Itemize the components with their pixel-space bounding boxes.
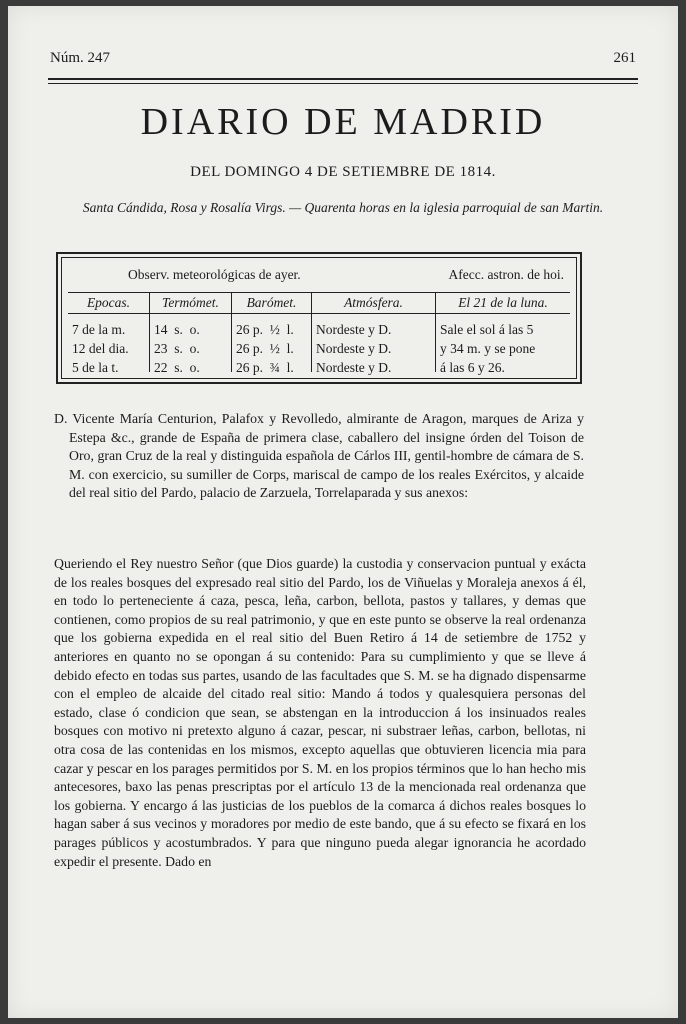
col-luna [436,293,570,375]
column-header: Barómet. [232,293,311,314]
cell: 23 s. o. [154,341,200,356]
cell: Nordeste y D. [316,360,392,375]
newspaper-page [8,6,678,1018]
meteo-heading-left: Observ. meteorológicas de ayer. [128,267,301,282]
cell: 12 del dia. [72,341,129,356]
cell: 5 de la t. [72,360,119,375]
cell: Nordeste y D. [316,322,392,337]
cell: 7 de la m. [72,322,126,337]
cell: y 34 m. y se pone [440,341,536,356]
cell: 26 p. ½ l. [236,322,294,337]
cell: 26 p. ½ l. [236,341,294,356]
column-header: Termómet. [150,293,231,314]
col-atmosfera [312,293,436,375]
issue-number: Núm. 247 [50,50,110,66]
header-rule-thin [48,83,638,84]
decree-body: Queriendo el Rey nuestro Señor (que Dios guarde) la custodia y conservacion puntual y exácta de los reales bosques del expresado real sitio del Pardo, los de Viñuelas y Moraleja anexos á él, en todo lo perteneciente á caza, pesca, leña, carbon, bellota, pastos y tallares, y demas que contienen, como propios de su real patrimonio, y que en este punto se observe la real ordenanza que los gobierna expedida en el real sitio del Buen Retiro á 14 de setiembre de 1752 y anteriores en quanto no se opongan á su contenido: Para su cumplimiento y que se lleve á debido efecto en todas sus partes, usando de las facultades que S. M. se ha dignado dispensarme con el empleo de alcaide del citado real sitio: Mando á todos y qualesquiera personas del estado, clase ó condicion que sean, se abstengan en la introduccion á los insinuados reales bosques con motivo ni pretexto alguno á cazar, pescar, ni substraer leñas, carbon, bellotas, ni otra cosa de las contenidas en los mismos, excepto aquellas que obtuvieren licencia mia para cazar y pescar en los parages permitidos por S. M. en los propios términos que lo han hecho mis antecesores, baxo las penas prescriptas por el artículo 13 de la mencionada real ordenanza que los gobierna. Y encargo á las justicias de los pueblos de la comarca á dichos reales bosques lo hagan saber á sus vecinos y moradores por medio de este bando, que á su efecto se fixará en los parages públicos y acostumbrados. Y para que ninguno pueda alegar ignorancia he acordado expedir el presente. Dado en [54,556,586,869]
col-epocas [68,293,150,375]
meteo-inner-frame [61,257,577,379]
header-rule [48,78,638,80]
dateline: DEL DOMINGO 4 DE SETIEMBRE DE 1814. [190,164,496,180]
page-number: 261 [613,50,636,66]
cell: 14 s. o. [154,322,200,337]
col-barometro [232,293,312,375]
col-termometro [150,293,232,375]
cell: 26 p. ¾ l. [236,360,294,375]
decree-address [54,410,584,503]
cell: á las 6 y 26. [440,360,505,375]
column-header: Epocas. [68,293,149,314]
saints-of-the-day: Santa Cándida, Rosa y Rosalía Virgs. — Quarenta horas en la iglesia parroquial de san Martin. [82,200,604,215]
meteo-columns [68,292,570,375]
cell: Sale el sol á las 5 [440,322,534,337]
column-header: El 21 de la luna. [436,293,570,314]
address-paragraph: D. Vicente María Centurion, Palafox y Revolledo, almirante de Aragon, marques de Ariza y Estepa &c., grande de España de primera clase, caballero del insigne órden del Toison de Oro, gran Cruz de la real y distinguida española de Cárlos III, gentil-hombre de cámara de S. M. con exercicio, su sumiller de Corps, mariscal de campo de los reales Exércitos, y alcaide del real sitio del Pardo, palacio de Zarzuela, Torrelaparada y sus anexos: [54,411,584,501]
cell: 22 s. o. [154,360,200,375]
meteorological-table [56,252,582,384]
column-header: Atmósfera. [312,293,435,314]
cell: Nordeste y D. [316,341,392,356]
meteo-heading-right: Afecc. astron. de hoi. [448,267,564,282]
newspaper-title: DIARIO DE MADRID [140,101,546,143]
